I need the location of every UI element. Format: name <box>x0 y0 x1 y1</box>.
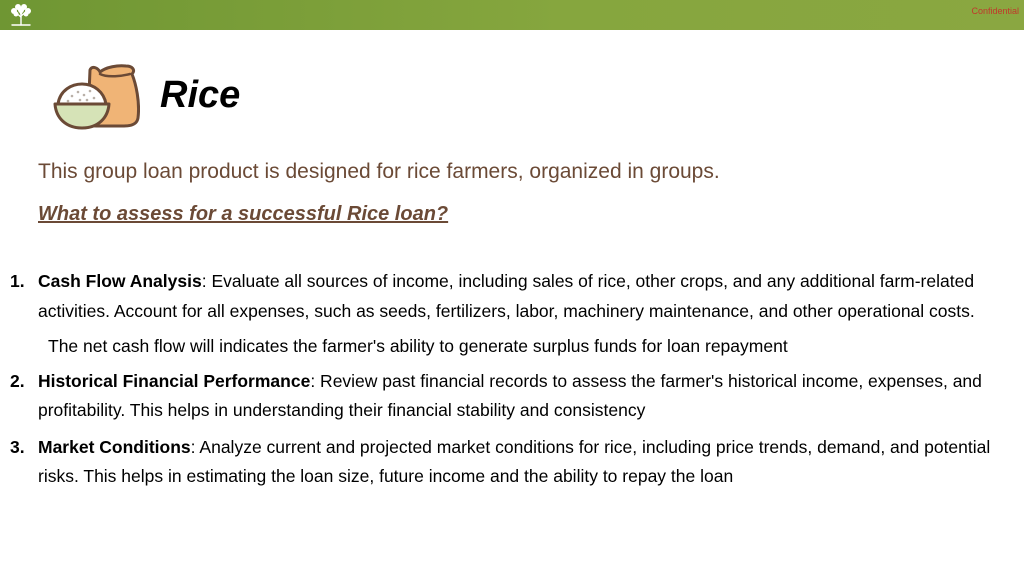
list-item <box>0 267 1020 326</box>
item-text: : Analyze current and projected market conditions for rice, including price trends, demand, and potential risks. This helps in estimating the loan size, future income and the ability to repay the loan <box>38 436 991 486</box>
header-bar <box>0 0 1024 30</box>
item-term: Historical Financial Performance <box>38 370 311 391</box>
item-number: 1. <box>10 271 25 291</box>
item-number: 2. <box>10 370 25 391</box>
list-item <box>0 433 1020 492</box>
item-number: 3. <box>10 436 25 457</box>
item-term: Cash Flow Analysis <box>38 271 202 291</box>
list-item <box>0 367 1020 426</box>
spacer <box>0 426 1020 433</box>
rice-sack-bowl-icon <box>52 62 140 132</box>
tree-icon <box>6 3 36 27</box>
section-heading: What to assess for a successful Rice loan? <box>38 203 449 225</box>
net-cash-flow-note: The net cash flow will indicates the farmer's ability to generate surplus funds for loan repayment <box>48 336 788 356</box>
item-text: : Review past financial records to assess the farmer's historical income, expenses, and profitability. This helps in understanding their financial stability and consistency <box>38 370 982 420</box>
item-term: Market Conditions <box>38 436 191 457</box>
confidential-label: Confidential <box>971 6 1019 16</box>
slide-title: Rice <box>160 74 241 116</box>
assessment-list <box>0 267 1020 492</box>
intro-text: This group loan product is designed for rice farmers, organized in groups. <box>38 160 720 183</box>
item-text: : Evaluate all sources of income, including sales of rice, other crops, and any additional farm-related activities. Account for all expenses, such as seeds, fertilizers, labor, machinery maintenance, and other operational costs. <box>38 271 975 321</box>
